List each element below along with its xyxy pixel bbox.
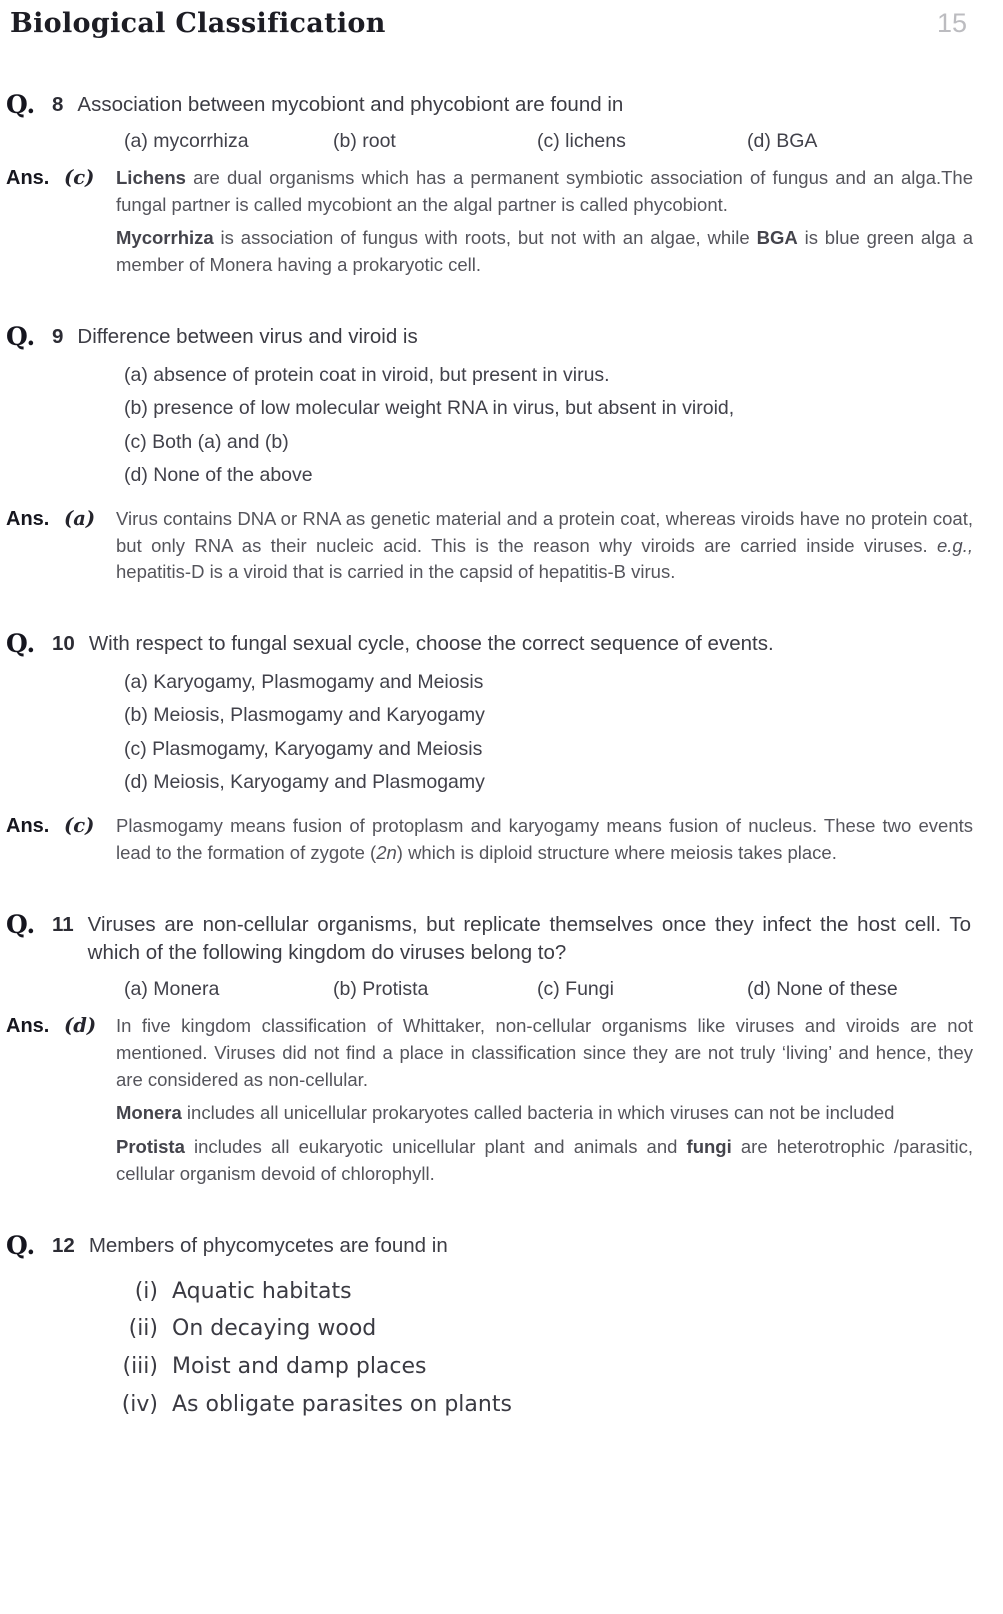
option-d: (d) None of these [747, 978, 898, 1000]
answer-9-body [116, 506, 973, 586]
answer-label: Ans. [6, 1015, 50, 1037]
question-marker-icon: Q. [6, 321, 36, 351]
list-item [106, 1273, 973, 1311]
option-c: (c) Plasmogamy, Karyogamy and Meiosis [124, 737, 483, 760]
answer-text: are heterotrophic /parasitic, cellular organism devoid of chlorophyll. [116, 1136, 973, 1185]
question-8-section [6, 91, 973, 279]
list-item [106, 1310, 973, 1348]
option-c: (c) Both (a) and (b) [124, 430, 289, 453]
option-a: (a) Karyogamy, Plasmogamy and Meiosis [124, 670, 484, 693]
latin-abbreviation: e.g., [937, 534, 973, 556]
list-item [106, 1386, 973, 1424]
option-a: (a) mycorrhiza [124, 129, 249, 152]
question-12-number: 12 [52, 1233, 75, 1257]
answer-label: Ans. [6, 815, 50, 837]
question-9-text: Difference between virus and viroid is [77, 324, 418, 348]
option-b: (b) root [333, 129, 396, 152]
item-text: Moist and damp places [172, 1354, 427, 1380]
option-b: (b) Meiosis, Plasmogamy and Karyogamy [124, 704, 485, 727]
option-a: (a) Monera [124, 978, 220, 1000]
answer-8-row [6, 165, 973, 279]
question-11-section [6, 911, 973, 1188]
item-text: As obligate parasites on plants [172, 1392, 512, 1418]
item-numeral: (i) [134, 1278, 158, 1304]
answer-paragraph [116, 165, 973, 219]
answer-paragraph [116, 225, 973, 279]
answer-text: includes all unicellular prokaryotes called bacteria in which viruses can not be included [181, 1102, 895, 1124]
question-10-options [124, 666, 973, 800]
answer-8-body [116, 165, 973, 279]
keyword-bold: Lichens [116, 166, 186, 188]
italic-term: 2n [376, 841, 397, 863]
answer-11-letter: (d) [64, 1014, 97, 1037]
answer-text: includes all eukaryotic unicellular plant and animals and [184, 1136, 687, 1158]
question-marker-icon: Q. [6, 629, 36, 659]
option-a: (a) absence of protein coat in viroid, but present in virus. [124, 363, 610, 386]
answer-text: ) which is diploid structure where meiosis takes place. [396, 841, 837, 863]
answer-text: is blue green alga a member of Monera having a prokaryotic cell. [116, 227, 973, 276]
answer-9-letter: (a) [64, 506, 96, 530]
page-number: 15 [936, 8, 967, 38]
question-9-number: 9 [52, 324, 64, 348]
answer-text: is association of fungus with roots, but not with an algae, while [213, 227, 757, 249]
option-d: (d) BGA [747, 129, 818, 152]
page-title: Biological Classification [10, 8, 386, 39]
question-9-options [124, 359, 973, 493]
question-11-row [6, 911, 973, 968]
answer-9-row [6, 506, 973, 586]
answer-text: hepatitis-D is a viroid that is carried in the capsid of hepatitis-B virus. [116, 561, 676, 583]
answer-text: are dual organisms which has a permanent symbiotic association of fungus and an alga.The fungal partner is called mycobiont an the algal partner is called phycobiont. [116, 166, 973, 215]
answer-10-letter: (c) [64, 814, 95, 837]
answer-text: Virus contains DNA or RNA as genetic material and a protein coat, whereas viroids have no protein coat, but only RNA as their nucleic acid. This is the reason why viroids are carried inside viruses. [116, 507, 973, 556]
item-numeral: (iv) [121, 1392, 158, 1418]
answer-label: Ans. [6, 507, 50, 530]
keyword-bold: Monera [116, 1102, 182, 1124]
answer-paragraph [116, 1100, 973, 1127]
question-12-row [6, 1232, 973, 1261]
question-10-section [6, 630, 973, 866]
item-numeral: (ii) [128, 1316, 158, 1342]
question-9-row [6, 323, 973, 352]
option-c: (c) lichens [537, 129, 626, 152]
page-header [6, 6, 973, 45]
question-8-number: 8 [52, 93, 64, 116]
answer-paragraph [116, 1134, 973, 1188]
answer-paragraph [116, 813, 973, 867]
keyword-bold: BGA [756, 227, 798, 249]
option-c: (c) Fungi [537, 978, 614, 1000]
question-8-row [6, 91, 973, 120]
question-8-options [124, 130, 973, 153]
answer-text: Plasmogamy means fusion of protoplasm and karyogamy means fusion of nucleus. These two events lead to the formation of zygote ( [116, 815, 973, 863]
option-d: (d) None of the above [124, 464, 313, 487]
question-12-text: Members of phycomycetes are found in [88, 1233, 448, 1257]
question-marker-icon: Q. [6, 90, 36, 119]
answer-10-body [116, 813, 973, 867]
item-numeral: (iii) [122, 1354, 158, 1380]
answer-11-row [6, 1013, 973, 1188]
answer-8-letter: (c) [64, 165, 95, 189]
option-b: (b) Protista [333, 978, 429, 1000]
answer-paragraph: In five kingdom classification of Whittaker, non-cellular organisms like viruses and viroids are not mentioned. Viruses did not find a place in classification since they are not truly ‘living’ and hence, they are considered as non-cellular. [116, 1015, 973, 1090]
option-b: (b) presence of low molecular weight RNA in virus, but absent in viroid, [124, 397, 735, 420]
question-10-text: With respect to fungal sexual cycle, choose the correct sequence of events. [88, 632, 774, 656]
item-text: On decaying wood [172, 1316, 377, 1342]
question-9-section [6, 323, 973, 586]
list-item [106, 1348, 973, 1386]
question-8-text: Association between mycobiont and phycobiont are found in [77, 93, 624, 116]
question-11-number: 11 [52, 912, 74, 936]
question-10-row [6, 630, 973, 659]
question-12-section [6, 1232, 973, 1424]
question-marker-icon: Q. [6, 1230, 36, 1260]
question-11-text: Viruses are non-cellular organisms, but replicate themselves once they infect the host cell. To which of the following kingdom do viruses belong to? [87, 912, 971, 965]
item-text: Aquatic habitats [172, 1278, 352, 1304]
question-12-items [106, 1273, 973, 1424]
answer-10-row [6, 813, 973, 867]
keyword-bold: Protista [116, 1136, 185, 1158]
question-marker-icon: Q. [6, 909, 36, 939]
answer-11-body [116, 1013, 973, 1188]
keyword-bold: fungi [686, 1136, 732, 1158]
answer-paragraph [116, 506, 973, 586]
option-d: (d) Meiosis, Karyogamy and Plasmogamy [124, 771, 485, 794]
question-10-number: 10 [52, 632, 75, 656]
answer-label: Ans. [6, 166, 50, 189]
keyword-bold: Mycorrhiza [116, 227, 214, 249]
question-11-options [124, 978, 973, 1001]
